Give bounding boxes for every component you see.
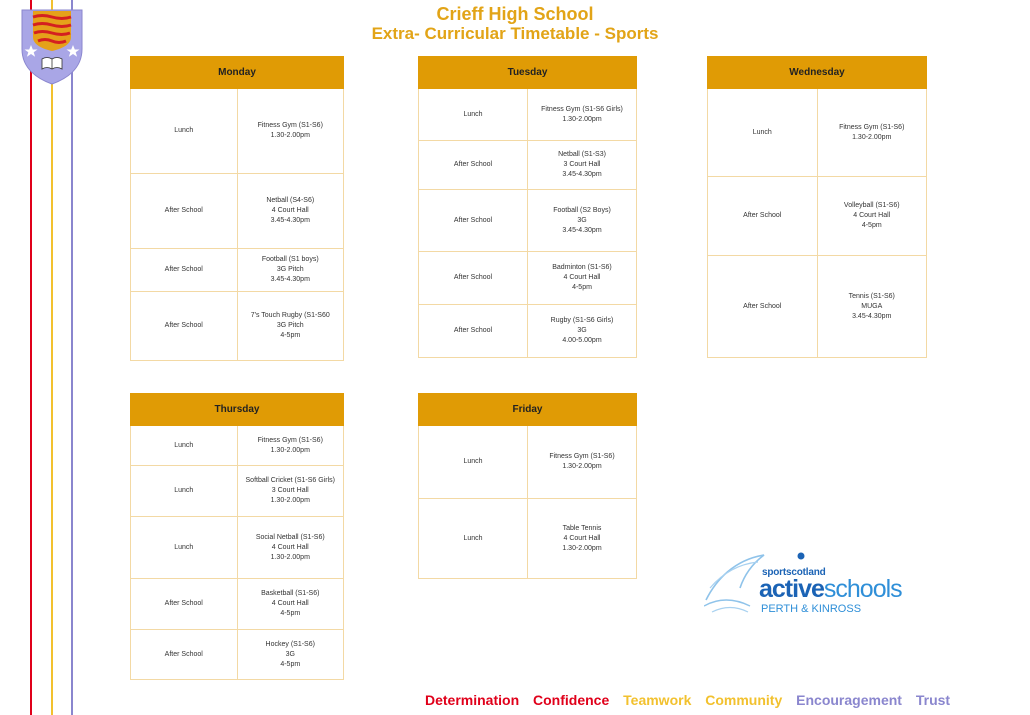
activity-venue: 3G Pitch: [276, 266, 304, 273]
time-slot: After School: [419, 305, 528, 358]
time-slot: After School: [419, 190, 528, 252]
decorative-line-gold: [51, 0, 53, 715]
time-slot: Lunch: [131, 517, 238, 579]
value-teamwork: Teamwork: [623, 692, 692, 708]
activity-name: Rugby (S1-S6 Girls): [550, 317, 614, 324]
day-header-wednesday: Wednesday: [708, 57, 927, 89]
activity-name: Badminton (S1-S6): [552, 264, 612, 271]
value-trust: Trust: [915, 692, 951, 708]
table-row: [419, 426, 637, 499]
activity-name: Fitness Gym (S1-S6): [257, 122, 323, 129]
time-slot: Lunch: [708, 89, 818, 177]
time-slot: After School: [708, 177, 818, 256]
table-row: [419, 499, 637, 579]
logo-schools-text: schools: [823, 575, 902, 603]
activity-cell: [528, 305, 637, 358]
activity-venue: 4 Court Hall: [563, 274, 601, 281]
logo-sport-text: sport: [762, 567, 787, 578]
activity-name: Football (S2 Boys): [553, 206, 611, 214]
activity-cell: [528, 426, 637, 499]
table-row: [419, 89, 637, 141]
activity-name: Fitness Gym (S1-S6): [549, 453, 615, 460]
activity-name: 7's Touch Rugby (S1-S60: [250, 312, 330, 319]
activity-cell: [237, 426, 344, 466]
activity-name: Softball Cricket (S1-S6 Girls): [245, 477, 335, 484]
page-subtitle: Extra- Curricular Timetable - Sports: [371, 24, 659, 43]
activity-time: 1.30-2.00pm: [562, 115, 602, 123]
activity-time: 4-5pm: [572, 284, 592, 291]
activity-venue: 3G: [577, 216, 587, 224]
activity-cell: [528, 190, 637, 252]
activity-cell: [528, 141, 637, 190]
time-slot: Lunch: [419, 499, 528, 579]
activity-cell: [817, 89, 927, 177]
activity-time: 1.30-2.00pm: [270, 553, 310, 561]
activity-cell: [528, 499, 637, 579]
activity-venue: 4 Court Hall: [271, 207, 309, 214]
activity-name: Table Tennis: [562, 524, 602, 532]
time-slot: After School: [708, 256, 818, 358]
activity-name: Netball (S1-S3): [558, 151, 606, 158]
table-row: [131, 630, 344, 680]
activity-cell: [237, 579, 344, 630]
table-row: [419, 305, 637, 358]
logo-active-text: active: [759, 575, 824, 603]
time-slot: After School: [419, 141, 528, 190]
activity-time: 4-5pm: [280, 660, 301, 668]
time-slot: Lunch: [131, 426, 238, 466]
activity-venue: 4 Court Hall: [271, 543, 309, 551]
activity-time: 3.45-4.30pm: [270, 276, 310, 283]
friday-table: [418, 393, 637, 579]
activity-time: 1.30-2.00pm: [852, 133, 892, 141]
table-row: [131, 89, 344, 174]
activity-cell: [237, 517, 344, 579]
activity-name: Fitness Gym (S1-S6 Girls): [541, 105, 623, 113]
activity-name: Volleyball (S1-S6): [843, 202, 900, 209]
activity-cell: [528, 252, 637, 305]
monday-table: [130, 56, 344, 361]
activity-cell: [528, 89, 637, 141]
activity-time: 4.00-5.00pm: [562, 337, 602, 344]
time-slot: After School: [419, 252, 528, 305]
table-row: [419, 141, 637, 190]
activity-time: 1.30-2.00pm: [562, 544, 602, 552]
activity-name: Football (S1 boys): [261, 256, 319, 263]
day-header-tuesday: Tuesday: [419, 57, 637, 89]
table-row: [131, 517, 344, 579]
table-row: [419, 252, 637, 305]
time-slot: After School: [131, 174, 238, 249]
activity-time: 1.30-2.00pm: [270, 446, 310, 454]
table-row: [131, 426, 344, 466]
school-values: [425, 692, 960, 708]
day-header-friday: Friday: [419, 394, 637, 426]
time-slot: Lunch: [419, 426, 528, 499]
activity-venue: 3G Pitch: [276, 322, 304, 329]
activity-time: 1.30-2.00pm: [270, 132, 310, 139]
activity-name: Fitness Gym (S1-S6): [257, 436, 323, 444]
activity-venue: 4 Court Hall: [271, 600, 309, 607]
active-schools-logo: [704, 540, 934, 620]
table-row: [131, 174, 344, 249]
value-community: Community: [705, 692, 783, 708]
decorative-line-purple: [71, 0, 73, 715]
decorative-line-red: [30, 0, 32, 715]
activity-time: 4-5pm: [280, 610, 301, 617]
time-slot: Lunch: [131, 466, 238, 517]
activity-cell: [817, 256, 927, 358]
time-slot: After School: [131, 292, 238, 361]
day-header-monday: Monday: [131, 57, 344, 89]
activity-time: 4-5pm: [280, 332, 301, 339]
logo-scotland-text: scotland: [786, 567, 826, 578]
activity-venue: 3 Court Hall: [271, 487, 309, 494]
time-slot: After School: [131, 579, 238, 630]
activity-name: Social Netball (S1-S6): [255, 533, 325, 541]
activity-time: 3.45-4.30pm: [562, 171, 602, 178]
table-row: [131, 579, 344, 630]
time-slot: After School: [131, 630, 238, 680]
activity-time: 3.45-4.30pm: [852, 312, 892, 320]
table-row: [419, 190, 637, 252]
table-row: [131, 249, 344, 292]
activity-time: 1.30-2.00pm: [562, 463, 602, 470]
table-row: [131, 292, 344, 361]
activity-name: Fitness Gym (S1-S6): [839, 123, 905, 131]
activity-cell: [237, 630, 344, 680]
activity-time: 1.30-2.00pm: [270, 497, 310, 504]
value-confidence: Confidence: [533, 692, 610, 708]
value-encouragement: Encouragement: [796, 692, 902, 708]
activity-name: Basketball (S1-S6): [261, 590, 320, 597]
activity-venue: 3G: [285, 650, 295, 658]
logo-region: PERTH & KINROSS: [761, 603, 862, 615]
activity-cell: [817, 177, 927, 256]
activity-cell: [237, 89, 344, 174]
activity-name: Tennis (S1-S6): [848, 292, 895, 300]
value-determination: Determination: [425, 692, 520, 708]
time-slot: Lunch: [131, 89, 238, 174]
activity-cell: [237, 292, 344, 361]
activity-venue: MUGA: [861, 302, 883, 310]
table-row: [708, 256, 927, 358]
logo-activeschools: [759, 575, 902, 604]
activity-cell: [237, 174, 344, 249]
wednesday-table: [707, 56, 927, 358]
page-title: Crieff High School: [436, 4, 594, 24]
table-row: [708, 89, 927, 177]
time-slot: After School: [131, 249, 238, 292]
tuesday-table: [418, 56, 637, 358]
activity-venue: 4 Court Hall: [563, 534, 601, 542]
activity-cell: [237, 249, 344, 292]
activity-name: Netball (S4-S6): [266, 197, 315, 204]
activity-venue: 3G: [577, 327, 587, 334]
activity-cell: [237, 466, 344, 517]
activity-time: 3.45-4.30pm: [270, 217, 310, 224]
activity-name: Hockey (S1-S6): [265, 640, 315, 648]
activity-time: 4-5pm: [861, 222, 882, 229]
activity-venue: 3 Court Hall: [563, 161, 601, 168]
day-header-thursday: Thursday: [131, 394, 344, 426]
time-slot: Lunch: [419, 89, 528, 141]
table-row: [131, 466, 344, 517]
table-row: [708, 177, 927, 256]
activity-venue: 4 Court Hall: [853, 212, 891, 219]
thursday-table: [130, 393, 344, 680]
activity-time: 3.45-4.30pm: [562, 226, 602, 234]
